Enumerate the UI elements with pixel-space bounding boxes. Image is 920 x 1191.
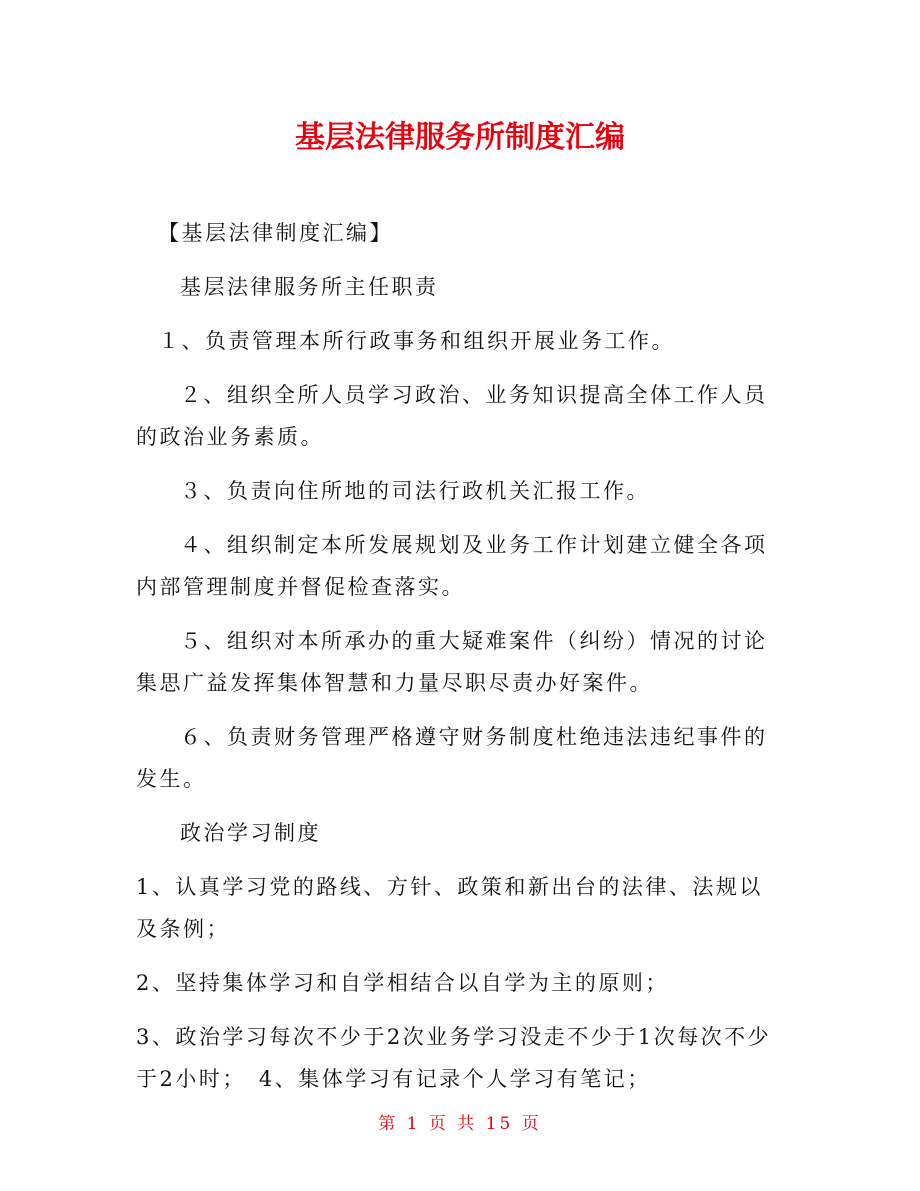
list-item: ２、组织全所人员学习政治、业务知识提高全体工作人员的政治业务素质。: [136, 383, 768, 449]
page-number-footer: 第 1 页 共 15 页: [378, 1114, 542, 1134]
list-item: 3、政治学习每次不少于2次业务学习没走不少于1次每次不少于2小时； 4、集体学习有记录个人学习有笔记；: [136, 1025, 772, 1091]
list-item: １、负责管理本所行政事务和组织开展业务工作。: [158, 329, 675, 353]
list-item: ４、组织制定本所发展规划及业务工作计划建立健全各项内部管理制度并督促检查落实。: [136, 533, 768, 599]
list-item: 1、认真学习党的路线、方针、政策和新出台的法律、法规以及条例；: [136, 875, 763, 941]
list-item: ５、组织对本所承办的重大疑难案件（纠纷）情况的讨论集思广益发挥集体智慧和力量尽职尽责办好案件。: [136, 629, 768, 695]
section-heading: 【基层法律制度汇编】: [158, 221, 393, 245]
list-item: 2、坚持集体学习和自学相结合以自学为主的原则；: [136, 971, 669, 995]
section-subheading: 政治学习制度: [180, 821, 321, 845]
list-item: ６、负责财务管理严格遵守财务制度杜绝违法违纪事件的发生。: [136, 725, 768, 791]
document-title: 基层法律服务所制度汇编: [295, 120, 625, 155]
document-body: [136, 212, 786, 1112]
section-subheading: 基层法律服务所主任职责: [180, 275, 439, 299]
list-item: ３、负责向住所地的司法行政机关汇报工作。: [180, 479, 650, 503]
